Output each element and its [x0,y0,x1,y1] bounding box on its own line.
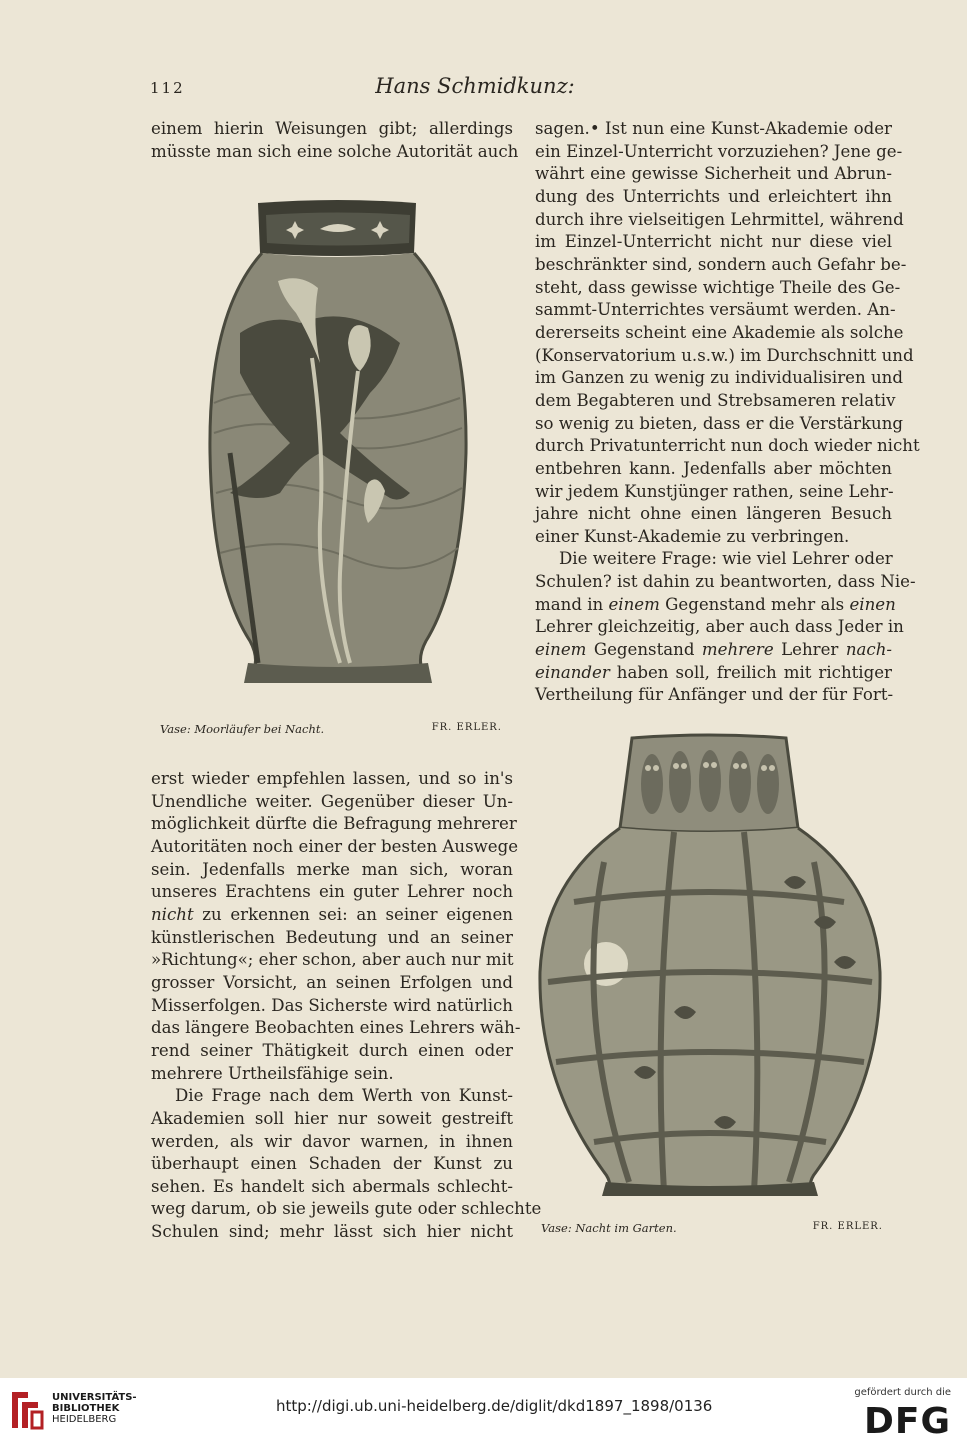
text-line: im Ganzen zu wenig zu individualisiren und [535,368,903,388]
text-line: überhaupt einen Schaden der Kunst zu [151,1154,513,1174]
text-line: dererseits scheint eine Akademie als solche [535,322,904,342]
text-line: ein Einzel-Unterricht vorzuziehen? Jene ge- [535,141,903,161]
text-line: entbehren kann. Jedenfalls aber möchten [535,458,892,478]
text-line: wir jedem Kunstjünger rathen, seine Lehr- [535,481,894,501]
text-line: Die weitere Frage: wie viel Lehrer oder [559,549,893,569]
text-line: mehrere Urtheilsfähige sein. [151,1063,394,1083]
text-line: nicht zu erkennen sei: an seiner eigenen [151,904,513,924]
text-line: Lehrer gleichzeitig, aber auch dass Jeder in [535,617,904,637]
caption-credit: FR. ERLER. [431,722,502,733]
text-line: möglichkeit dürfte die Befragung mehrerer [151,814,517,834]
figure-caption [160,722,502,736]
text-line: mand in einem Gegenstand mehr als einen [535,594,896,614]
library-name: UNIVERSITÄTS- BIBLIOTHEK HEIDELBERG [52,1392,137,1425]
vase-moorlaeufer-illustration [200,193,476,689]
text-line: das längere Beobachten eines Lehrers wäh- [151,1018,521,1038]
text-line: Misserfolgen. Das Sicherste wird natürlich [151,995,513,1015]
figure-caption [541,1221,883,1235]
text-line: (Konservatorium u.s.w.) im Durchschnitt und [535,345,914,365]
text-line: rend seiner Thätigkeit durch einen oder [151,1040,513,1060]
text-line: Unendliche weiter. Gegenüber dieser Un- [151,791,513,811]
digitization-footer [0,1378,967,1449]
text-line: »Richtung«; eher schon, aber auch nur mit [151,950,514,970]
vase-nacht-im-garten-figure [534,732,885,1198]
text-line: sein. Jedenfalls merke man sich, woran [151,859,513,879]
text-line: Autoritäten noch einer der besten Auswege [151,836,519,856]
text-line: einander haben soll, freilich mit richtiger [535,662,892,682]
right-column [535,118,920,707]
text-line: unseres Erachtens ein guter Lehrer noch [151,882,513,902]
library-logo-icon [8,1388,46,1436]
left-column-top [151,118,519,163]
left-column-bottom [151,768,542,1244]
text-line: steht, dass gewisse wichtige Theile des Ge- [535,277,901,297]
funded-by-label: gefördert durch die [854,1387,951,1398]
text-line: jahre nicht ohne einen längeren Besuch [535,504,892,524]
paragraph [151,768,521,1085]
text-line: dung des Unterrichts und erleichtert ihn [535,186,892,206]
vase-nacht-im-garten-illustration [534,732,885,1198]
text-line: erst wieder empfehlen lassen, und so in's [151,769,513,788]
text-line: durch ihre vielseitigen Lehrmittel, während [535,209,904,229]
text-line: dem Begabteren und Strebsameren relativ [535,390,896,410]
text-line: Schulen? ist dahin zu beantworten, dass Nie- [535,572,916,592]
paragraph [535,118,920,548]
dfg-logo: DFG [863,1401,951,1442]
text-line: Die Frage nach dem Werth von Kunst- [175,1086,513,1106]
text-line: einem Gegenstand mehrere Lehrer nach- [535,640,892,660]
vase-moorlaeufer-figure [200,193,476,689]
caption-title: Vase: Nacht im Garten. [541,1221,677,1235]
text-line: grosser Vorsicht, an seinen Erfolgen und [151,972,513,992]
text-line: künstlerischen Bedeutung und an seiner [151,927,513,947]
paragraph [535,548,916,707]
text-line: sehen. Es handelt sich abermals schlecht- [151,1176,513,1196]
page-number: 112 [150,79,185,97]
text-line: einem hierin Weisungen gibt; allerdings [151,119,513,138]
text-line: weg darum, ob sie jeweils gute oder schlechte [151,1199,542,1219]
text-line: Vertheilung für Anfänger und der für Fort- [535,685,894,705]
text-line: sagen.• Ist nun eine Kunst-Akademie oder [535,119,892,138]
text-line: müsste man sich eine solche Autorität auch [151,141,519,161]
text-line: so wenig zu bieten, dass er die Verstärkung [535,413,904,433]
paragraph [151,1085,542,1244]
text-line: durch Privatunterricht nun doch wieder nicht [535,436,920,456]
text-line: währt eine gewisse Sicherheit und Abrun- [535,164,892,184]
caption-title: Vase: Moorläufer bei Nacht. [160,722,325,736]
text-line: im Einzel-Unterricht nicht nur diese viel [535,232,892,252]
text-line: werden, als wir davor warnen, in ihnen [151,1131,513,1151]
caption-credit: FR. ERLER. [812,1221,883,1232]
text-line: Akademien soll hier nur soweit gestreift [151,1108,513,1128]
text-line: sammt-Unterrichtes versäumt werden. An- [535,300,896,320]
source-url-link[interactable]: http://digi.ub.uni-heidelberg.de/diglit/dkd1897_1898/0136 [276,1397,713,1415]
text-line: beschränkter sind, sondern auch Gefahr be- [535,254,907,274]
text-line: Schulen sind; mehr lässt sich hier nicht [151,1222,513,1242]
text-line: einer Kunst-Akademie zu verbringen. [535,526,850,546]
running-head: Hans Schmidkunz: [375,74,575,98]
